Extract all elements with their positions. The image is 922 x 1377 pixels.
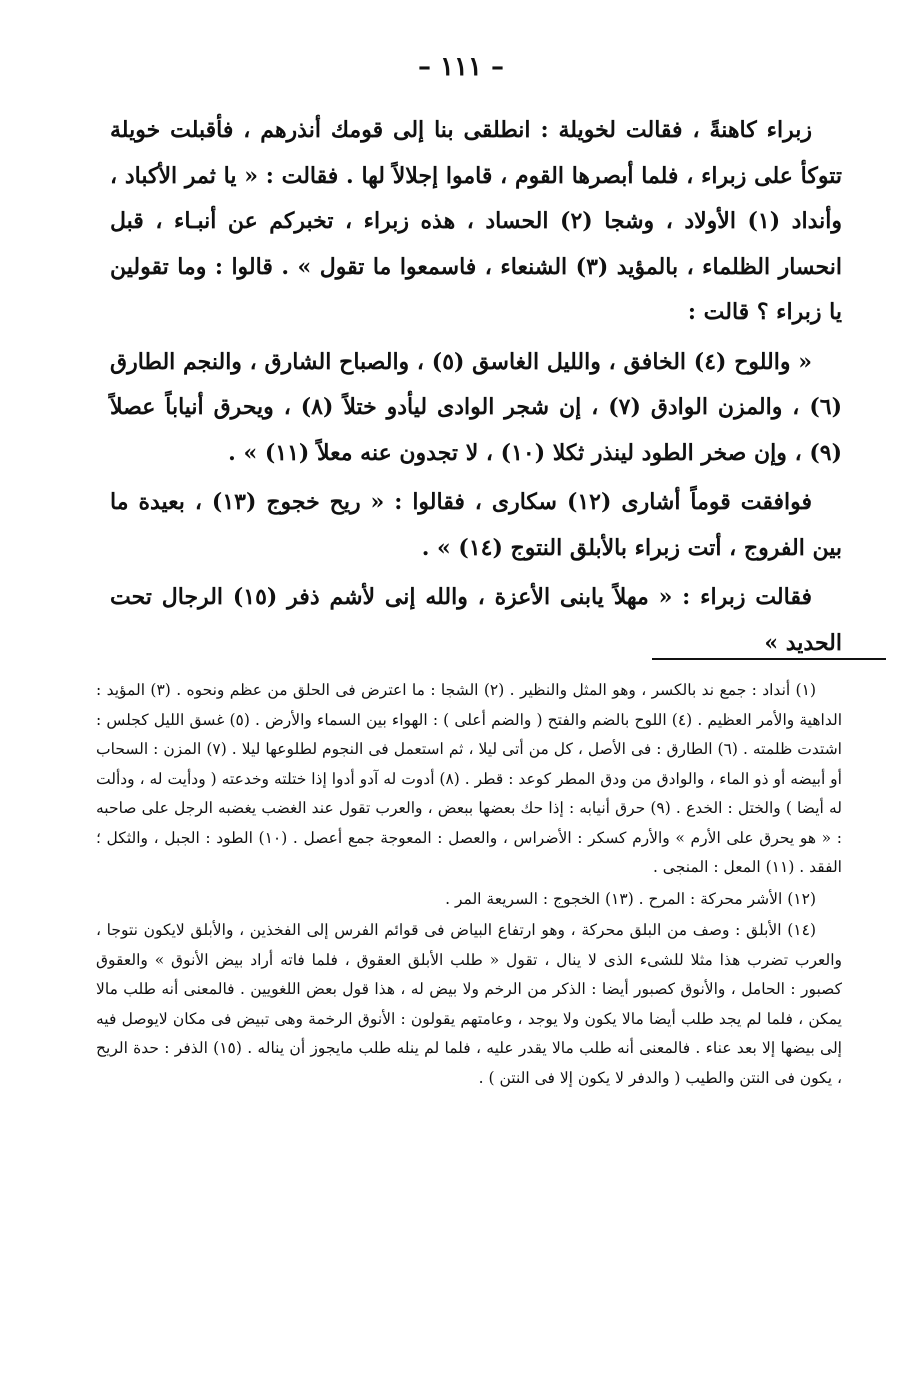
main-paragraph-1: زبراء كاهنةً ، فقالت لخويلة : انطلقى بنا إلى قومك أنذرهم ، فأقبلت خويلة تتوكأ على زبراء ، فلما أبصرها القوم ، قاموا إجلالاً لها . فقالت : « يا ثمر الأكباد ، وأنداد (١) الأولاد ، وشجا (٢) الحساد ، هذه زبراء ، تخبركم عن أنبـاء ، قبل انحسار الظلماء ، بالمؤيد (٣) الشنعاء ، فاسمعوا ما تقول » . قالوا : وما تقولين يا زبراء ؟ قالت : — [110, 117, 842, 325]
main-paragraph-3: فوافقت قوماً أشارى (١٢) سكارى ، فقالوا : « ريح خجوج (١٣) ، بعيدة ما بين الفروج ، أتت زبراء بالأبلق النتوج (١٤) » . — [110, 489, 842, 561]
footnotes — [96, 676, 842, 1095]
footnote-paragraph-1: (١) أنداد : جمع ند بالكسر ، وهو المثل والنظير . (٢) الشجا : ما اعترض فى الحلق من عظم ونحوه . (٣) المؤيد : الداهية والأمر العظيم . (٤) اللوح بالضم والفتح ( والضم أعلى ) : الهواء بين السماء والأرض . (٥) غسق الليل كجلس : اشتدت ظلمته . (٦) الطارق : فى الأصل ، كل من أتى ليلا ، ثم استعمل فى النجوم لطلوعها ليلا . (٧) المزن : السحاب أو أبيضه أو ذو الماء ، والوادق من ودق المطر كوعد : قطر . (٨) أدوت له آدو أدوا إذا ختلته وخدعته ( ودأيت له ، ودألت له أيضا ) والختل : الخدع . (٩) حرق أنيابه : إذا حك بعضها ببعض ، والعرب تقول عند الغضب يغضبه الرجل على صاحبه : « هو يحرق على الأرم » والأرم كسكر : الأضراس ، والعصل : المعوجة جمع أعصل . (١٠) الطود : الجبل ، والثكل ؛ الفقد . (١١) المعل : المنجى . — [96, 681, 842, 876]
footnote-divider — [652, 658, 886, 660]
main-paragraph-2: « واللوح (٤) الخافق ، والليل الغاسق (٥) ، والصباح الشارق ، والنجم الطارق (٦) ، والمزن الوادق (٧) ، إن شجر الوادى ليأدو ختلاً (٨) ، ويحرق أنياباً عصلاً (٩) ، وإن صخر الطود لينذر ثكلا (١٠) ، لا تجدون عنه معلاً (١١) » . — [110, 348, 842, 466]
footnote-paragraph-2: (١٢) الأشر محركة : المرح . (١٣) الخجوج : السريعة المر . — [445, 889, 816, 908]
footnote-paragraph-3: (١٤) الأبلق : وصف من البلق محركة ، وهو ارتفاع البياض فى قوائم الفرس إلى الفخذين ، والأبلق لايكون نتوجا ، والعرب تضرب هذا مثلا للشىء الذى لا ينال ، تقول « طلب الأبلق العقوق ، فلما فاته أراد بيض الأنوق » والعقوق كصبور : الحامل ، والأنوق كصبور أيضا : الذكر من الرخم ولا بيض له ، هذا قول بعض اللغويين . فالمعنى أنه طلب مالا يمكن ، فلما لم يجد طلب أيضا مالا يكون ولا يوجد ، وعامتهم يقولون : الأنوق الرخمة وهى تبيض فى مكان لايوصل فيه إلى بيضها إلا بعد عناء . فالمعنى أنه طلب مالا يقدر عليه ، فلما لم ينله طلب مايجوز أن يناله . (١٥) الذفر : حدة الريح ، يكون فى النتن والطيب ( والدفر لا يكون إلا فى النتن ) . — [96, 921, 842, 1087]
main-text — [110, 108, 842, 670]
main-paragraph-4: فقالت زبراء : « مهلاً يابنى الأعزة ، والله إنى لأشم ذفر (١٥) الرجال تحت الحديد » — [110, 584, 842, 656]
page-number: – ١١١ – — [417, 52, 505, 82]
